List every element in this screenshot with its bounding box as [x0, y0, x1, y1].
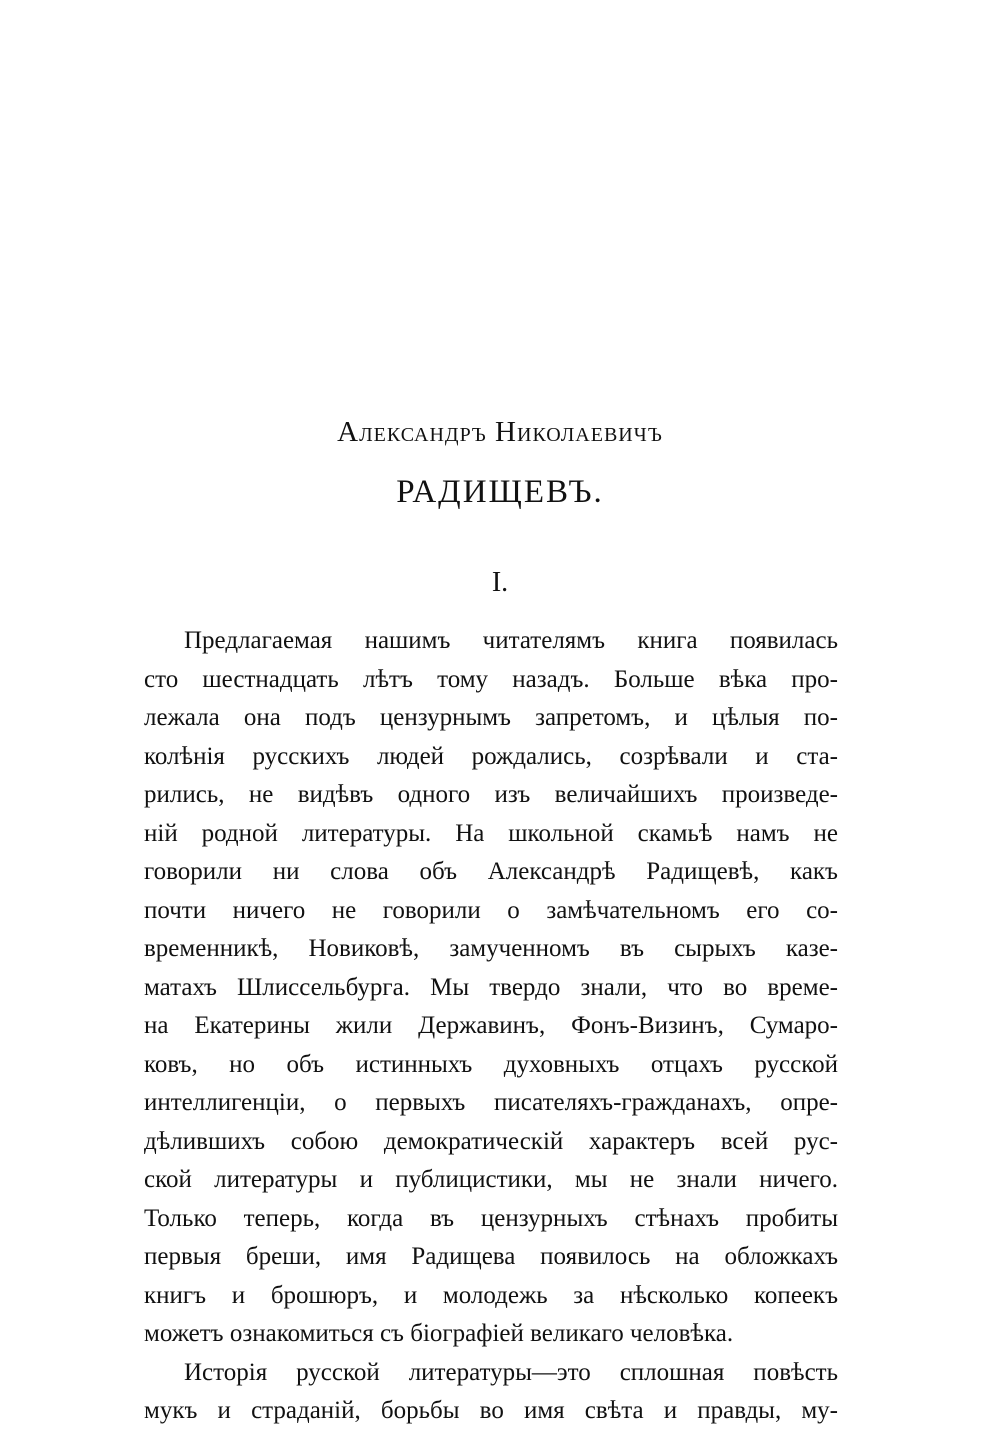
text-line: почти ничего не говорили о замѣчательномъ его со-: [144, 896, 838, 924]
text-line: интеллигенціи, о первыхъ писателяхъ-гражданахъ, опре-: [144, 1089, 838, 1116]
text-line: ковъ, но объ истинныхъ духовныхъ отцахъ русской: [144, 1050, 838, 1078]
text-line: книгъ и брошюръ, и молодежь за нѣсколько копеекъ: [144, 1281, 838, 1309]
text-line: временникѣ, Новиковѣ, замученномъ въ сырыхъ казе-: [144, 935, 838, 962]
page-title: РАДИЩЕВЪ.: [396, 474, 604, 510]
text-line: можетъ ознакомиться съ біографіей великаго человѣка.: [144, 1320, 734, 1347]
text-line: Исторія русской литературы—это сплошная повѣсть: [184, 1358, 838, 1386]
text-line: ній родной литературы. На школьной скамьѣ намъ не: [144, 819, 838, 847]
text-line: дѣлившихъ собою демократическій характеръ всей рус-: [144, 1127, 838, 1155]
text-line: говорили ни слова объ Александрѣ Радищевѣ, какъ: [144, 858, 838, 885]
text-line: ской литературы и публицистики, мы не знали ничего.: [144, 1166, 838, 1193]
text-line: рились, не видѣвъ одного изъ величайшихъ произведе-: [144, 781, 838, 808]
text-line: сто шестнадцать лѣтъ тому назадъ. Больше вѣка про-: [144, 665, 838, 693]
author-heading: Александръ Николаевичъ: [337, 416, 663, 448]
text-line: матахъ Шлиссельбурга. Мы твердо знали, что во време-: [144, 973, 838, 1001]
chapter-number: I.: [491, 567, 509, 598]
text-line: первыя бреши, имя Радищева появилось на обложкахъ: [144, 1243, 838, 1270]
body-text: [144, 622, 838, 1431]
text-line: Предлагаемая нашимъ читателямъ книга появилась: [184, 627, 838, 654]
text-line: колѣнія русскихъ людей рождались, созрѣвали и ста-: [144, 742, 838, 770]
text-line: лежала она подъ цензурнымъ запретомъ, и цѣлыя по-: [144, 704, 838, 731]
text-line: Только теперь, когда въ цензурныхъ стѣнахъ пробиты: [144, 1204, 838, 1232]
text-line: на Екатерины жили Державинъ, Фонъ-Визинъ, Сумаро-: [144, 1012, 838, 1039]
text-line: мукъ и страданій, борьбы во имя свѣта и правды, му-: [144, 1397, 838, 1424]
